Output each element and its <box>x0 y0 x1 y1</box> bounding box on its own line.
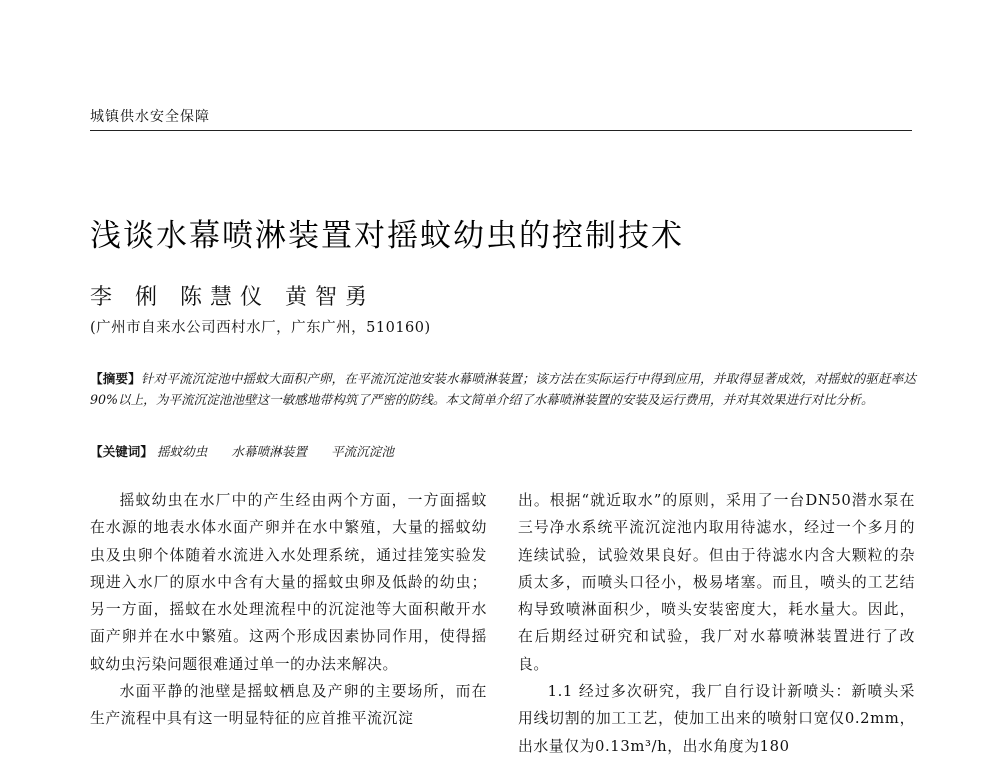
abstract <box>90 368 916 410</box>
article-title: 浅谈水幕喷淋装置对摇蚊幼虫的控制技术 <box>90 218 684 254</box>
body-column-left <box>90 487 487 733</box>
journal-section-label: 城镇供水安全保障 <box>90 109 210 125</box>
body-column-right <box>518 487 915 760</box>
header-rule <box>90 130 912 131</box>
keyword-item: 摇蚊幼虫 <box>156 444 208 459</box>
body-paragraph: 1.1 经过多次研究，我厂自行设计新喷头：新喷头采用线切割的加工工艺，使加工出来的喷射口宽仅0.2mm，出水量仅为0.13m³/h，出水角度为180 <box>518 683 915 755</box>
body-paragraph: 摇蚊幼虫在水厂中的产生经由两个方面，一方面摇蚊在水源的地表水体水面产卵并在水中繁殖，大量的摇蚊幼虫及虫卵个体随着水流进入水处理系统，通过挂笼实验发现进入水厂的原水中含有大量的摇蚊虫卵及低龄的幼虫；另一方面，摇蚊在水处理流程中的沉淀池等大面积敞开水面产卵并在水中繁殖。这两个形成因素协同作用，使得摇蚊幼虫污染问题很难通过单一的办法来解决。 <box>90 492 487 673</box>
abstract-label: 【摘要】 <box>90 371 141 386</box>
keyword-item: 水幕喷淋装置 <box>231 444 307 459</box>
body-paragraph: 水面平静的池壁是摇蚊栖息及产卵的主要场所，而在生产流程中具有这一明显特征的应首推平流沉淀 <box>90 683 487 728</box>
abstract-text: 针对平流沉淀池中摇蚊大面积产卵，在平流沉淀池安装水幕喷淋装置；该方法在实际运行中得到应用，并取得显著成效，对摇蚊的驱赶率达90%以上，为平流沉淀池池壁这一敏感地带构筑了严密的防线。本文简单介绍了水幕喷淋装置的安装及运行费用，并对其效果进行对比分析。 <box>90 371 917 407</box>
keywords-label: 【关键词】 <box>90 444 153 459</box>
body-paragraph: 出。根据“就近取水”的原则，采用了一台DN50潜水泵在三号净水系统平流沉淀池内取用待滤水，经过一个多月的连续试验，试验效果良好。但由于待滤水内含大颗粒的杂质太多，而喷头口径小，极易堵塞。而且，喷头的工艺结构导致喷淋面积少，喷头安装密度大，耗水量大。因此，在后期经过研究和试验，我厂对水幕喷淋装置进行了改良。 <box>518 492 915 673</box>
author-affiliation: (广州市自来水公司西村水厂，广东广州，510160) <box>90 320 431 336</box>
keywords <box>90 441 414 460</box>
keyword-item: 平流沉淀池 <box>330 444 394 459</box>
article-authors: 李 俐 陈慧仪 黄智勇 <box>90 285 375 310</box>
